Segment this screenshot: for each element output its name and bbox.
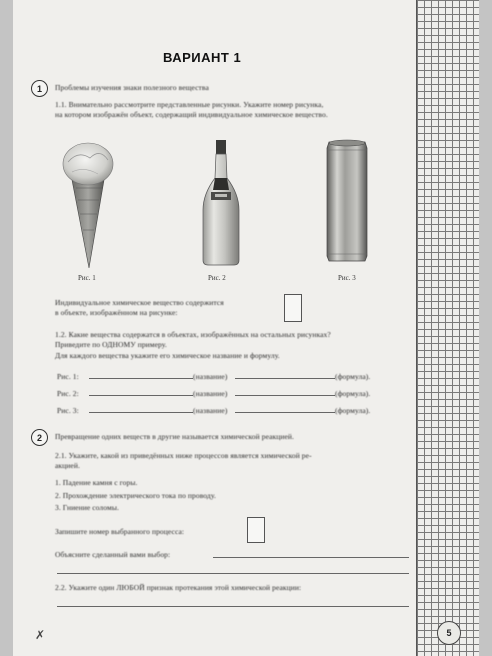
glass-bottle-icon xyxy=(201,138,241,268)
q12-text-3: Для каждого вещества укажите его химическое название и формулу. xyxy=(55,351,280,360)
q22-answer-line[interactable] xyxy=(57,606,409,607)
answer-box-1[interactable] xyxy=(284,294,302,322)
figure-3 xyxy=(323,138,371,264)
q11-text-1: 1.1. Внимательно рассмотрите представленные рисунки. Укажите номер рисунка, xyxy=(55,100,324,109)
grid-margin xyxy=(416,0,479,656)
pencil-mark: ✗ xyxy=(35,628,46,642)
q11-text-2: на котором изображён объект, содержащий индивидуальное химическое вещество. xyxy=(55,110,328,119)
formula-line[interactable] xyxy=(235,378,335,379)
q12-text-2: Приведите по ОДНОМУ примеру. xyxy=(55,340,167,349)
answer-label-2: в объекте, изображённом на рисунке: xyxy=(55,308,178,317)
ice-cream-cone-icon xyxy=(58,140,118,270)
page-number: 5 xyxy=(437,621,461,645)
task-2-intro: Превращение одних веществ в другие называется химической реакцией. xyxy=(55,432,295,441)
q21-text-2: акцией. xyxy=(55,461,80,470)
name-line[interactable] xyxy=(89,412,193,413)
formula-hint: (формула). xyxy=(335,372,371,381)
explain-line-1[interactable] xyxy=(213,557,409,558)
task-2-badge: 2 xyxy=(31,429,48,446)
figure-1-caption: Рис. 1 xyxy=(78,274,96,282)
name-hint: (название) xyxy=(193,406,228,415)
figure-2-caption: Рис. 2 xyxy=(208,274,226,282)
figure-3-caption: Рис. 3 xyxy=(338,274,356,282)
page-title: ВАРИАНТ 1 xyxy=(163,50,242,65)
choice-label: Запишите номер выбранного процесса: xyxy=(55,527,185,536)
formula-hint: (формула). xyxy=(335,389,371,398)
figure-2 xyxy=(201,138,241,268)
answer-label-1: Индивидуальное химическое вещество содержится xyxy=(55,298,224,307)
row-label: Рис. 3: xyxy=(57,406,79,415)
option-item: 3. Гниение соломы. xyxy=(55,503,119,512)
name-hint: (название) xyxy=(193,372,228,381)
row-label: Рис. 1: xyxy=(57,372,79,381)
answer-box-2[interactable] xyxy=(247,517,265,543)
row-label: Рис. 2: xyxy=(57,389,79,398)
q12-text-1: 1.2. Какие вещества содержатся в объектах, изображённых на остальных рисунках? xyxy=(55,330,331,339)
workbook-page xyxy=(13,0,479,656)
name-line[interactable] xyxy=(89,378,193,379)
name-line[interactable] xyxy=(89,395,193,396)
task-1-badge: 1 xyxy=(31,80,48,97)
formula-line[interactable] xyxy=(235,412,335,413)
formula-line[interactable] xyxy=(235,395,335,396)
task-1-intro: Проблемы изучения знаки полезного вещества xyxy=(55,83,209,92)
name-hint: (название) xyxy=(193,389,228,398)
option-item: 2. Прохождение электрического тока по проводу. xyxy=(55,491,216,500)
aluminum-can-icon xyxy=(323,138,371,264)
q22-text: 2.2. Укажите один ЛЮБОЙ признак протекания этой химической реакции: xyxy=(55,583,302,592)
figure-1 xyxy=(58,140,118,270)
option-item: 1. Падение камня с горы. xyxy=(55,478,138,487)
formula-hint: (формула). xyxy=(335,406,371,415)
q21-text-1: 2.1. Укажите, какой из приведённых ниже процессов является химической ре- xyxy=(55,451,312,460)
explain-line-2[interactable] xyxy=(57,573,409,574)
explain-label: Объясните сделанный вами выбор: xyxy=(55,550,171,559)
